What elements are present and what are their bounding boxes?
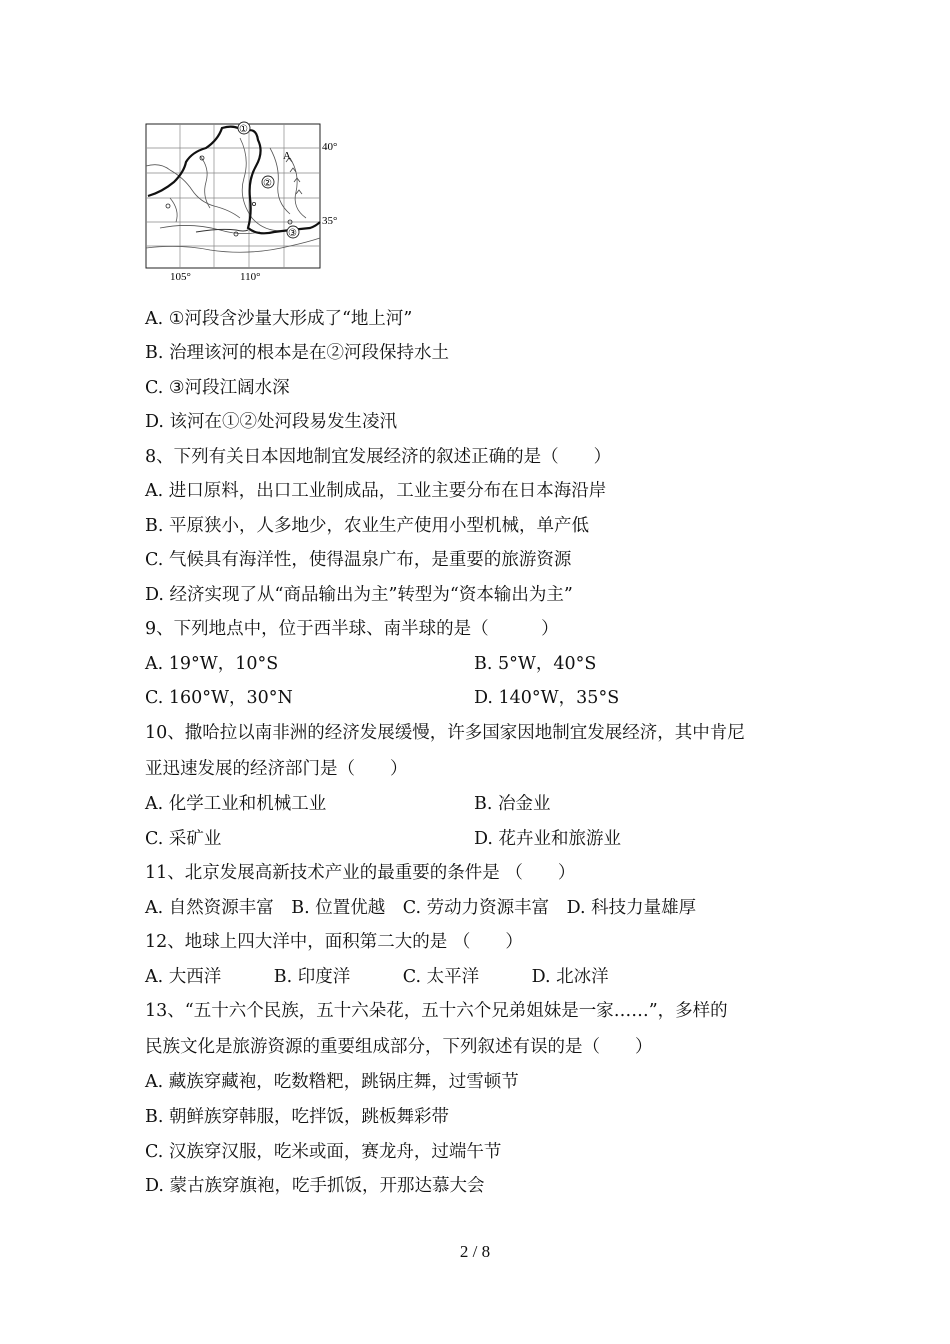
lat-35-label: 35°: [322, 215, 338, 227]
marker-1-label: ①: [239, 124, 248, 135]
q13-option-b: B. 朝鲜族穿韩服，吃拌饭，跳板舞彩带: [145, 1107, 449, 1127]
q11-options: A. 自然资源丰富 B. 位置优越 C. 劳动力资源丰富 D. 科技力量雄厚: [145, 898, 697, 918]
q7-option-a: A. ①河段含沙量大形成了“地上河”: [145, 309, 413, 329]
q8-option-c: C. 气候具有海洋性，使得温泉广布，是重要的旅游资源: [145, 550, 572, 570]
q13-option-a: A. 藏族穿藏袍，吃数糌粑，跳锅庄舞，过雪顿节: [145, 1072, 519, 1092]
q12-options: A. 大西洋 B. 印度洋 C. 太平洋 D. 北冰洋: [145, 967, 609, 987]
q13-option-d: D. 蒙古族穿旗袍，吃手抓饭，开那达慕大会: [145, 1176, 485, 1196]
q8-stem: 8、下列有关日本因地制宜发展经济的叙述正确的是（ ）: [145, 447, 612, 467]
yellow-river-line: [148, 127, 320, 234]
marker-3-label: ③: [288, 228, 297, 239]
q9-option-a: A. 19°W，10°S: [145, 654, 279, 674]
q13-stem-line1: 13、“五十六个民族，五十六朵花，五十六个兄弟姐妹是一家……”，多样的: [145, 1001, 728, 1021]
q9-option-b: B. 5°W，40°S: [474, 654, 597, 674]
q9-stem: 9、下列地点中，位于西半球、南半球的是（ ）: [145, 619, 559, 639]
q8-option-d: D. 经济实现了从“商品输出为主”转型为“资本输出为主”: [145, 585, 573, 605]
q10-option-a: A. 化学工业和机械工业: [145, 794, 327, 814]
point-a-label: A: [283, 150, 291, 162]
lon-105-label: 105°: [170, 271, 191, 283]
yellow-river-map: [140, 118, 350, 284]
q7-option-c: C. ③河段江阔水深: [145, 378, 290, 398]
q13-stem-line2: 民族文化是旅游资源的重要组成部分，下列叙述有误的是（ ）: [145, 1037, 653, 1057]
page-number: 2 / 8: [459, 1242, 491, 1261]
marker-2-label: ②: [263, 178, 272, 189]
q13-option-c: C. 汉族穿汉服，吃米或面，赛龙舟，过端午节: [145, 1142, 502, 1162]
q9-option-d: D. 140°W，35°S: [474, 688, 620, 708]
q10-stem-line2: 亚迅速发展的经济部门是（ ）: [145, 759, 408, 779]
q7-option-b: B. 治理该河的根本是在②河段保持水土: [145, 343, 449, 363]
lon-110-label: 110°: [240, 271, 261, 283]
q8-option-a: A. 进口原料，出口工业制成品，工业主要分布在日本海沿岸: [145, 481, 607, 501]
q8-option-b: B. 平原狭小，人多地少，农业生产使用小型机械，单产低: [145, 516, 589, 536]
q10-stem-line1: 10、撒哈拉以南非洲的经济发展缓慢，许多国家因地制宜发展经济，其中肯尼: [145, 723, 745, 743]
q10-option-b: B. 冶金业: [474, 794, 551, 814]
q9-option-c: C. 160°W，30°N: [145, 688, 293, 708]
mountain-marks: [286, 158, 302, 194]
q11-stem: 11、北京发展高新技术产业的最重要的条件是 （ ）: [145, 863, 576, 883]
q12-stem: 12、地球上四大洋中，面积第二大的是 （ ）: [145, 932, 523, 952]
q7-option-d: D. 该河在①②处河段易发生凌汛: [145, 412, 398, 432]
q10-option-d: D. 花卉业和旅游业: [474, 829, 622, 849]
lat-40-label: 40°: [322, 141, 338, 153]
q10-option-c: C. 采矿业: [145, 829, 222, 849]
